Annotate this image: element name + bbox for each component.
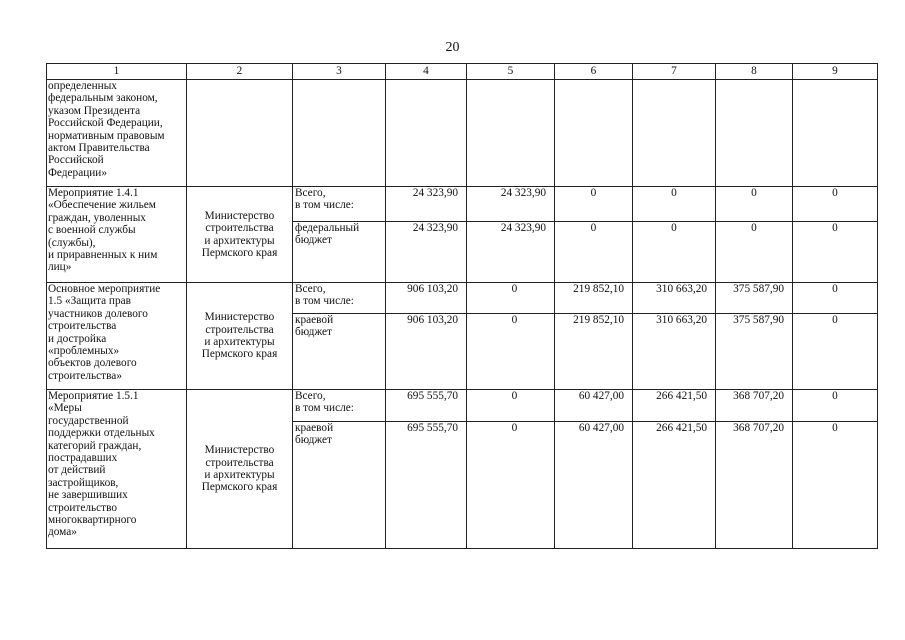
value-cell: 219 852,10 [555,283,633,314]
value-cell: 0 [793,187,878,222]
value-cell: 0 [793,222,878,283]
value-cell: 60 427,00 [555,390,633,422]
value-cell: 0 [793,314,878,390]
executor-cell: Министерство строительства и архитектуры Пермского края [187,187,293,283]
value-cell: 310 663,20 [633,283,716,314]
value-cell: 24 323,90 [467,187,555,222]
value-cell: 24 323,90 [386,222,467,283]
empty-cell [633,80,716,187]
header-row [47,64,878,80]
empty-cell [555,80,633,187]
measure-name-cell: определенных федеральным законом, указом Президента Российской Федерации, нормативным правовым актом Правительства Российской Федерации» [47,80,187,187]
header-cell: 2 [187,64,293,80]
value-cell: 0 [467,283,555,314]
measure-name-cell: Основное мероприятие 1.5 «Защита прав участников долевого строительства и достройка «проблемных» объектов долевого строительства» [47,283,187,390]
value-cell: 0 [467,390,555,422]
value-cell: 266 421,50 [633,390,716,422]
value-cell: 0 [793,390,878,422]
value-cell: 0 [633,187,716,222]
value-cell: 906 103,20 [386,283,467,314]
value-cell: 0 [716,222,793,283]
value-cell: 0 [555,222,633,283]
value-cell: 368 707,20 [716,390,793,422]
value-cell: 695 555,70 [386,390,467,422]
page-number: 20 [445,40,460,55]
empty-cell [187,80,293,187]
funding-source-cell: Всего, в том числе: [293,283,386,314]
table-row [47,187,878,222]
value-cell: 310 663,20 [633,314,716,390]
value-cell: 0 [793,422,878,549]
header-cell: 7 [633,64,716,80]
value-cell: 60 427,00 [555,422,633,549]
measure-name-cell: Мероприятие 1.5.1 «Меры государственной поддержки отдельных категорий граждан, пострадавших от действий застройщиков, не завершивших строительство многоквартирного дома» [47,390,187,549]
value-cell: 0 [555,187,633,222]
header-cell: 5 [467,64,555,80]
header-cell: 3 [293,64,386,80]
table-row [47,390,878,422]
empty-cell [293,80,386,187]
table-row [47,283,878,314]
value-cell: 368 707,20 [716,422,793,549]
value-cell: 375 587,90 [716,314,793,390]
empty-cell [467,80,555,187]
header-cell: 9 [793,64,878,80]
continuation-row [47,80,878,187]
value-cell: 0 [633,222,716,283]
funding-source-cell: федеральный бюджет [293,222,386,283]
header-cell: 6 [555,64,633,80]
value-cell: 266 421,50 [633,422,716,549]
empty-cell [793,80,878,187]
value-cell: 0 [467,314,555,390]
value-cell: 219 852,10 [555,314,633,390]
header-cell: 4 [386,64,467,80]
value-cell: 0 [716,187,793,222]
program-table [46,63,878,549]
funding-source-cell: Всего, в том числе: [293,187,386,222]
header-cell: 1 [47,64,187,80]
funding-source-cell: краевой бюджет [293,422,386,549]
value-cell: 24 323,90 [467,222,555,283]
empty-cell [716,80,793,187]
value-cell: 375 587,90 [716,283,793,314]
value-cell: 695 555,70 [386,422,467,549]
value-cell: 24 323,90 [386,187,467,222]
value-cell: 0 [467,422,555,549]
value-cell: 0 [793,283,878,314]
measure-name-cell: Мероприятие 1.4.1 «Обеспечение жильем граждан, уволенных с военной службы (службы), и приравненных к ним лиц» [47,187,187,283]
table-body [47,64,878,549]
empty-cell [386,80,467,187]
value-cell: 906 103,20 [386,314,467,390]
funding-source-cell: краевой бюджет [293,314,386,390]
funding-source-cell: Всего, в том числе: [293,390,386,422]
executor-cell: Министерство строительства и архитектуры Пермского края [187,390,293,549]
executor-cell: Министерство строительства и архитектуры Пермского края [187,283,293,390]
header-cell: 8 [716,64,793,80]
